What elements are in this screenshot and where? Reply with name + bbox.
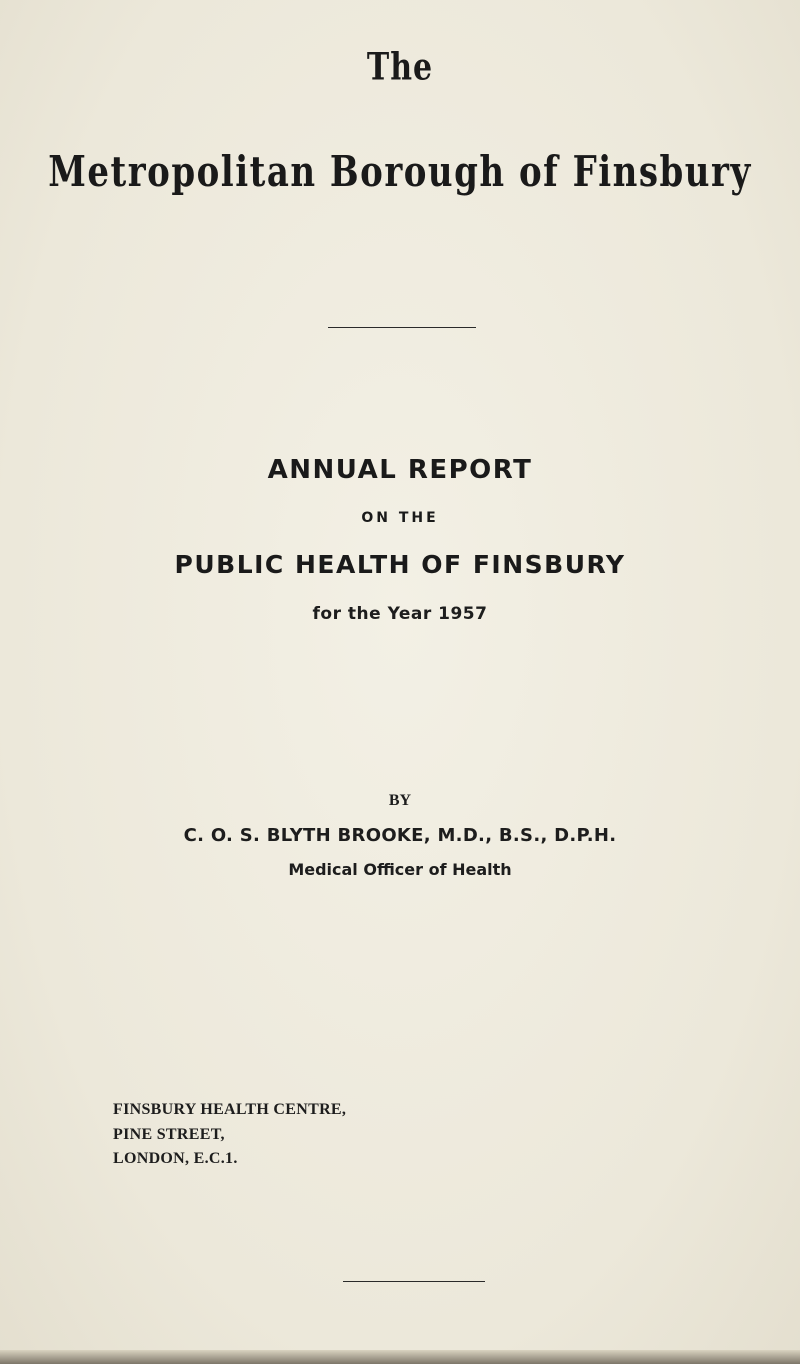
page-bottom-edge xyxy=(0,1350,800,1364)
report-year: for the Year 1957 xyxy=(312,604,488,624)
report-subject: PUBLIC HEALTH OF FINSBURY xyxy=(174,550,626,579)
divider-top xyxy=(328,327,476,328)
address-line-1: FINSBURY HEALTH CENTRE, xyxy=(113,1101,347,1118)
report-title: ANNUAL REPORT xyxy=(267,455,533,485)
divider-bottom xyxy=(343,1281,485,1282)
author-role: Medical Officer of Health xyxy=(288,860,512,879)
heading-borough: Metropolitan Borough of Finsbury xyxy=(48,147,752,197)
heading-the: The xyxy=(366,45,434,90)
author-name: C. O. S. BLYTH BROOKE, M.D., B.S., D.P.H. xyxy=(183,825,617,846)
address-line-2: PINE STREET, xyxy=(113,1125,225,1143)
address-block xyxy=(113,1098,346,1172)
author-by: BY xyxy=(388,792,412,809)
report-on-the: ON THE xyxy=(361,510,439,526)
address-line-3: LONDON, E.C.1. xyxy=(113,1150,238,1167)
